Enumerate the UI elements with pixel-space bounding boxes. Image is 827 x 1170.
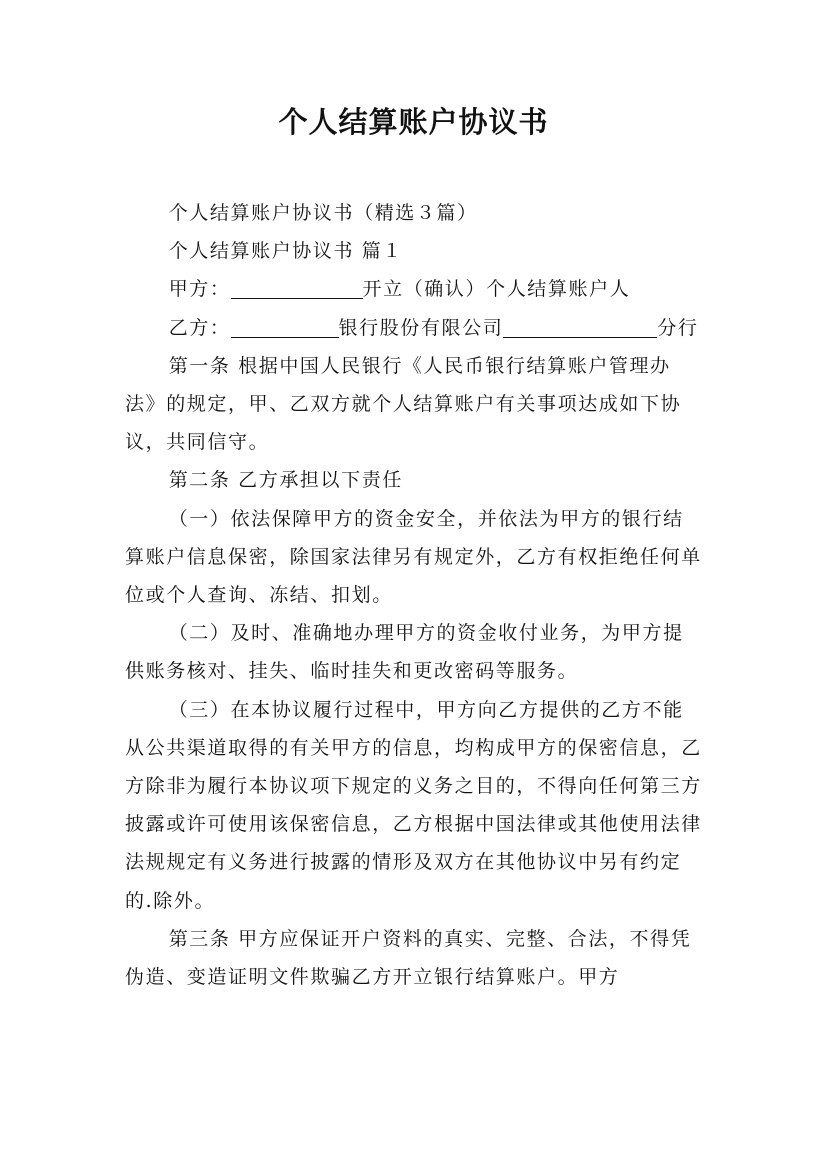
document-body <box>125 194 702 996</box>
party-b-label: 乙方： <box>168 316 231 339</box>
document-subtitle: 个人结算账户协议书（精选３篇） <box>168 202 478 224</box>
section-heading: 个人结算账户协议书 篇１ <box>168 240 403 263</box>
party-b-middle: 银行股份有限公司 <box>338 316 504 339</box>
party-b-suffix: 分行 <box>657 316 699 339</box>
paragraph-clause-1: （一）依法保障甲方的资金安全，并依法为甲方的银行结算账户信息保密，除国家法律另有规定外，乙方有权拒绝任何单位或个人查询、冻结、扣划。 <box>125 507 702 607</box>
paragraph-article-2: 第二条 乙方承担以下责任 <box>168 469 403 492</box>
party-a-line <box>125 270 702 308</box>
party-a-label: 甲方： <box>168 278 231 301</box>
paragraph-article-1: 第一条 根据中国人民银行《人民币银行结算账户管理办法》的规定，甲、乙双方就个人结算账户有关事项达成如下协议，共同信守。 <box>125 354 682 454</box>
paragraph-article-3: 第三条 甲方应保证开户资料的真实、完整、合法，不得凭伪造、变造证明文件欺骗乙方开立银行结算账户。甲方 <box>125 927 692 989</box>
party-b-blank-1 <box>231 315 339 338</box>
paragraph-clause-3: （三）在本协议履行过程中，甲方向乙方提供的乙方不能从公共渠道取得的有关甲方的信息，均构成甲方的保密信息，乙方除非为履行本协议项下规定的义务之目的，不得向任何第三方披露或许可使用该保密信息，乙方根据中国法律或其他使用法律法规规定有义务进行披露的情形及双方在其他协议中另有约定的.除外。 <box>125 698 702 912</box>
paragraph-clause-2: （二）及时、准确地办理甲方的资金收付业务，为甲方提供账务核对、挂失、临时挂失和更改密码等服务。 <box>125 622 684 683</box>
party-a-suffix: 开立（确认）个人结算账户人 <box>362 278 631 301</box>
document-title: 个人结算账户协议书 <box>278 105 549 139</box>
party-b-blank-2 <box>503 315 657 338</box>
party-b-line <box>125 309 702 347</box>
party-a-blank <box>231 276 363 299</box>
